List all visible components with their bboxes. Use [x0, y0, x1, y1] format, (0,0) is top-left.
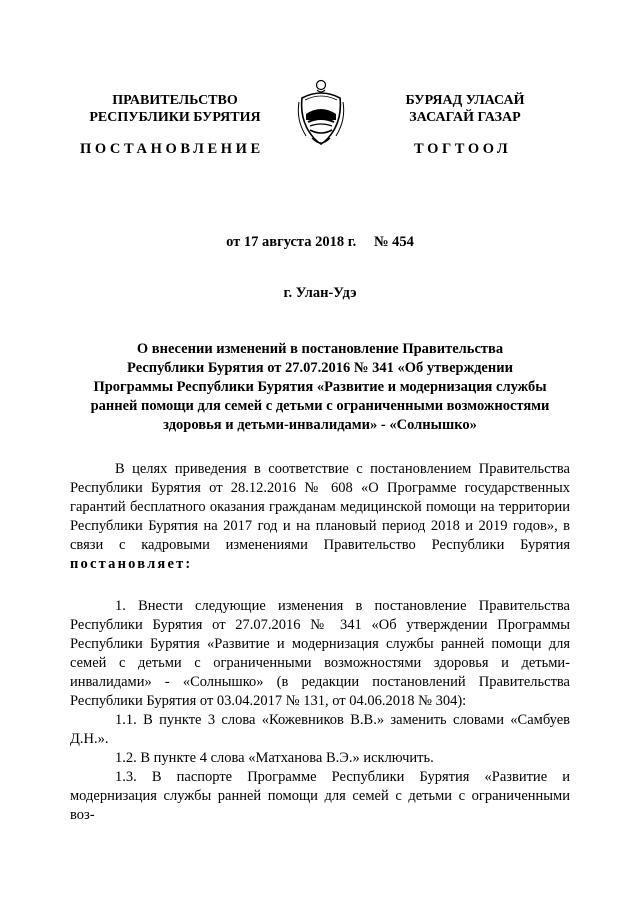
decree-city: г. Улан-Удэ — [283, 285, 357, 301]
issuer-line: ПРАВИТЕЛЬСТВО — [112, 93, 238, 108]
issuer-line: БУРЯАД УЛАСАЙ — [405, 93, 525, 108]
title-line: здоровья и детьми-инвалидами» - «Солнышко» — [163, 417, 477, 433]
item-1-2-paragraph: 1.2. В пункте 4 слова «Матханова В.Э.» исключить. — [115, 750, 434, 766]
issuer-line: ЗАСАГАЙ ГАЗАР — [409, 110, 521, 125]
decree-type-buryat: ТОГТООЛ — [414, 141, 512, 157]
item-1-1-paragraph: 1.1. В пункте 3 слова «Кожевников В.В.» заменить словами «Самбуев Д.Н.». — [70, 712, 570, 747]
title-line: Программы Республики Бурятия «Развитие и модернизация службы — [93, 379, 547, 395]
decree-type-russian: ПОСТАНОВЛЕНИЕ — [80, 141, 264, 157]
item-1-3-paragraph: 1.3. В паспорте Программе Республики Бурятия «Развитие и модернизация службы ранней помощи для семей с детьми с ограниченными воз- — [70, 769, 570, 823]
preamble-text: В целях приведения в соответствие с постановлением Правительства Республики Бурятия от 28.12.2016 № 608 «О Программе государственных гарантий бесплатного оказания гражданам медицинской помощи на территории Республики Бурятия на 2017 год и на плановый период 2018 и 2019 годов», в связи с кадровыми изменениями Правительство Республики Бурятия — [70, 461, 570, 553]
decree-date-line — [0, 234, 640, 251]
title-line: ранней помощи для семей с детьми с ограниченными возможностями — [90, 398, 550, 414]
issuer-name-russian — [80, 92, 270, 126]
title-line: О внесении изменений в постановление Правительства — [136, 341, 504, 357]
decree-title — [70, 340, 570, 435]
decree-body — [70, 460, 570, 825]
resolves-word: постановляет: — [70, 556, 193, 572]
decree-date: от 17 августа 2018 г. — [226, 234, 357, 250]
issuer-line: РЕСПУБЛИКИ БУРЯТИЯ — [89, 110, 261, 125]
coat-of-arms-icon — [296, 76, 346, 148]
item-1-paragraph: 1. Внести следующие изменения в постановление Правительства Республики Бурятия от 27.07.2016 № 341 «Об утверждении Программы Республики Бурятия «Развитие и модернизация службы ранней помощи для семей с детьми с ограниченными возможностями здоровья и детьми-инвалидами» - «Солнышко» (в редакции постановлений Правительства Республики Бурятия от 03.04.2017 № 131, от 04.06.2018 № 304): — [70, 598, 570, 709]
decree-number: № 454 — [373, 234, 414, 250]
issuer-name-buryat — [370, 92, 560, 126]
preamble-paragraph — [70, 460, 570, 574]
title-line: Республики Бурятия от 27.07.2016 № 341 «Об утверждении — [127, 360, 513, 376]
